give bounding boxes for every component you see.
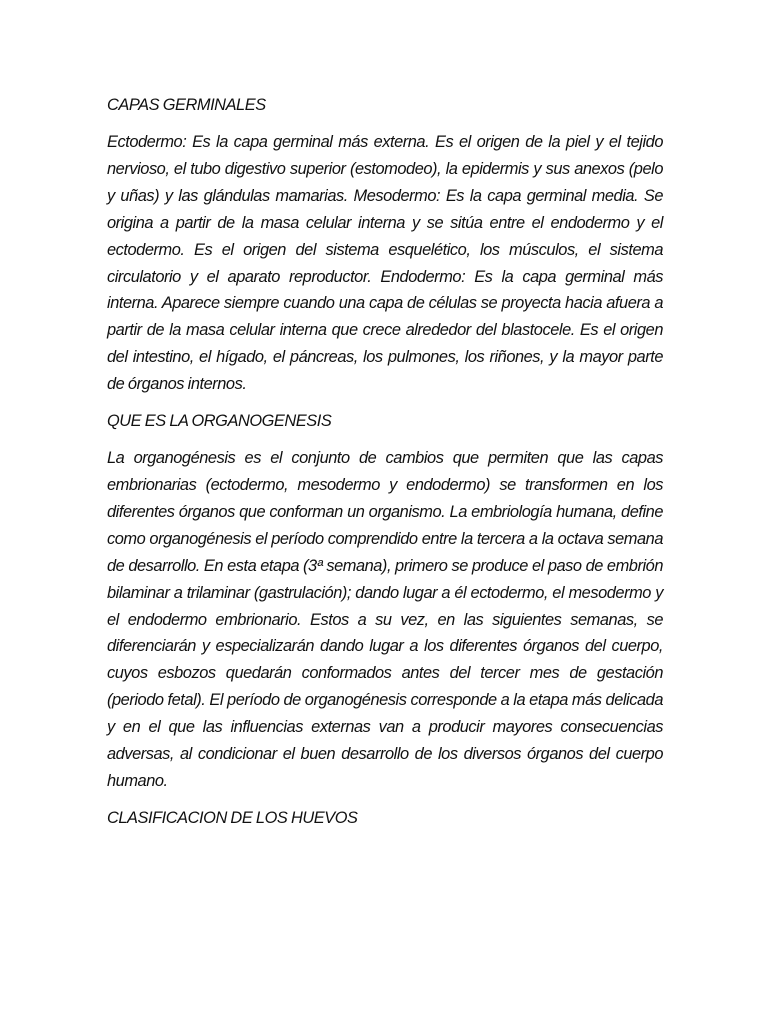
heading-organogenesis: QUE ES LA ORGANOGENESIS: [107, 412, 332, 431]
heading-capas-germinales: CAPAS GERMINALES: [107, 96, 266, 114]
document-page: [107, 92, 663, 842]
heading-clasificacion-huevos: CLASIFICACION DE LOS HUEVOS: [107, 808, 358, 827]
paragraph-capas-germinales: Ectodermo: Es la capa germinal más externa. Es el origen de la piel y el tejido nervioso, el tubo digestivo superior (estomodeo), la epidermis y sus anexos (pelo y uñas) y las glándulas mamarias. Mesodermo: Es la capa germinal media. Se origina a partir de la masa celular interna y se sitúa entre el endodermo y el ectodermo. Es el origen del sistema esquelético, los músculos, el sistema circulatorio y el aparato reproductor. Endodermo: Es la capa germinal más interna. Aparece siempre cuando una capa de células se proyecta hacia afuera a partir de la masa celular interna que crece alrededor del blastocele. Es el origen del intestino, el hígado, el páncreas, los pulmones, los riñones, y la mayor parte de órganos internos.: [107, 133, 663, 394]
paragraph-organogenesis: La organogénesis es el conjunto de cambios que permiten que las capas embrionarias (ectodermo, mesodermo y endodermo) se transformen en los diferentes órganos que conforman un organismo. La embriología humana, define como organogénesis el período comprendido entre la tercera a la octava semana de desarrollo. En esta etapa (3ª semana), primero se produce el paso de embrión bilaminar a trilaminar (gastrulación); dando lugar a él ectodermo, el mesodermo y el endodermo embrionario. Estos a su vez, en las siguientes semanas, se diferenciarán y especializarán dando lugar a los diferentes órganos del cuerpo, cuyos esbozos quedarán conformados antes del tercer mes de gestación (periodo fetal). El período de organogénesis corresponde a la etapa más delicada y en el que las influencias externas van a producir mayores consecuencias adversas, al condicionar el buen desarrollo de los diversos órganos del cuerpo humano.: [107, 449, 663, 790]
